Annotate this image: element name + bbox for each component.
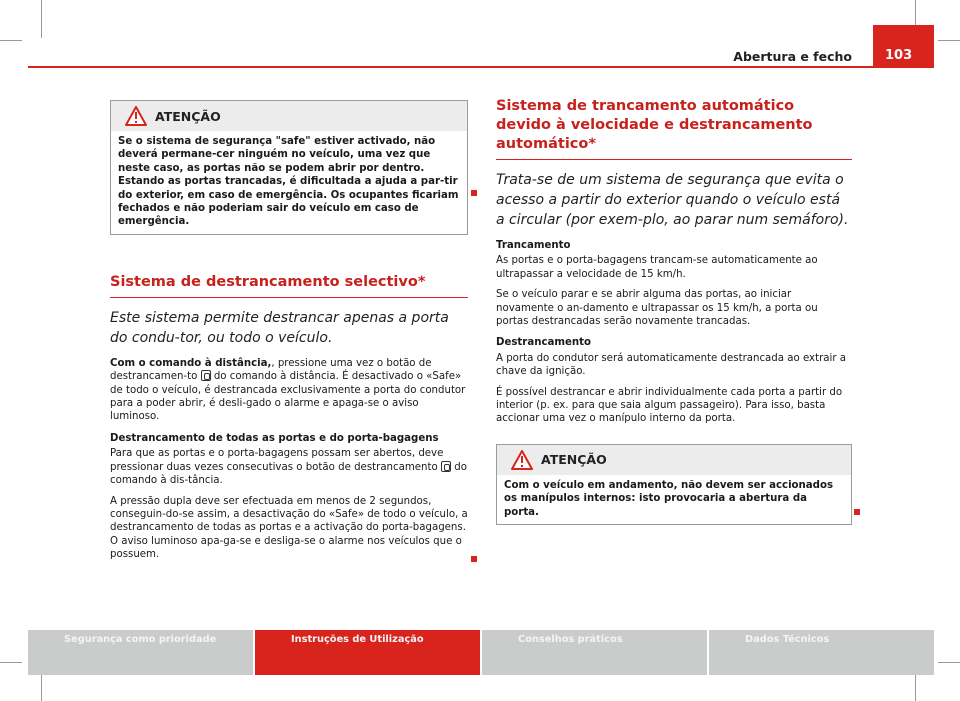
paragraph: As portas e o porta-bagagens trancam-se automaticamente ao ultrapassar a velocidade de 15 km/h. (496, 255, 818, 280)
running-header-title: Abertura e fecho (733, 49, 852, 64)
paragraph: A porta do condutor será automaticamente destrancada ao extrair a chave da ignição. (496, 352, 847, 378)
footer-nav (28, 630, 934, 675)
right-column (496, 97, 852, 525)
section-title: Sistema de destrancamento selectivo* (110, 273, 426, 290)
footer-tab-instructions[interactable]: Instruções de Utilização (255, 630, 480, 675)
section-intro: Este sistema permite destrancar apenas a porta do condu-tor, ou todo o veículo. (110, 309, 449, 346)
crop-mark (938, 40, 960, 41)
warning-title: ATENÇÃO (155, 108, 221, 124)
paragraph: A pressão dupla deve ser efectuada em menos de 2 segundos, conseguin-do-se assim, a desactivação do «Safe» de todo o veículo, a destrancamento de todas as portas e a activação do porta-bagagens. O aviso luminoso apa-ga-se e desliga-se o alarme nos veículos que o possuem. (110, 495, 468, 561)
paragraph (110, 447, 468, 487)
crop-mark (41, 0, 42, 38)
footer-tab-technical-data[interactable]: Dados Técnicos (709, 630, 934, 675)
warning-text: Se o sistema de segurança "safe" estiver activado, não deverá permane-cer ninguém no veículo, uma vez que neste caso, as portas não se podem abrir por dentro. Estando as portas trancadas, é dificultada a ajuda a par-tir do exterior, em caso de emergência. Os ocupantes ficariam fechados e não poderiam sair do veículo em caso de emergência. (118, 136, 459, 228)
crop-mark (0, 662, 22, 663)
warning-triangle-icon (511, 450, 533, 470)
warning-box (496, 444, 852, 525)
footer-tab-practical-advice[interactable]: Conselhos práticos (482, 630, 707, 675)
warning-box (110, 100, 468, 235)
crop-mark (938, 662, 960, 663)
subheading: Destrancamento de todas as portas e do porta-bagagens (110, 432, 439, 444)
warning-text: Com o veículo em andamento, não devem ser accionados os manípulos internos: isto provocaria a abertura da porta. (504, 479, 834, 518)
warning-title: ATENÇÃO (541, 452, 607, 468)
section-rule (496, 159, 852, 160)
section-title: Sistema de trancamento automático devido à velocidade e destrancamento automático* (496, 98, 813, 152)
paragraph: Se o veículo parar e se abrir alguma das portas, ao iniciar novamente o an-damento e ultrapassar os 15 km/h, a porta ou portas destrancadas serão novamente trancadas. (496, 289, 818, 328)
warning-header (497, 445, 851, 475)
remote-unlock-icon (201, 370, 211, 381)
section-rule (110, 297, 468, 298)
crop-mark (0, 40, 22, 41)
paragraph (110, 357, 468, 424)
page-number: 103 (885, 48, 913, 63)
warning-header (111, 101, 467, 131)
footer-tab-safety[interactable]: Segurança como prioridade (28, 630, 253, 675)
section-intro: Trata-se de um sistema de segurança que evita o acesso a partir do exterior quando o veículo está a circular (por exem-plo, ao parar num semáforo). (496, 172, 849, 228)
paragraph-text: Para que as portas e o porta-bagagens possam ser abertos, deve pressionar duas vezes consecutivas o botão de destrancamento (110, 448, 444, 473)
paragraph-text: do comando à dis-tância. (110, 461, 467, 487)
paragraph-text: do comando à distância. É desactivado o «Safe» de todo o veículo, é destrancada exclusivamente a porta do condutor para a poder abrir, é desli-gado o alarme e apaga-se o aviso luminoso. (110, 371, 466, 423)
subheading: Trancamento (496, 240, 571, 251)
header-rule (28, 66, 934, 68)
paragraph-text: , pressione uma vez o botão de destrancamen-to (110, 357, 432, 383)
inline-label: Com o comando à distância, (110, 357, 272, 369)
subheading: Destrancamento (496, 337, 592, 349)
left-column (110, 100, 468, 562)
section-selective (110, 273, 468, 562)
section-end-marker (471, 556, 477, 562)
page-number-tab (873, 25, 934, 68)
warning-triangle-icon (125, 106, 147, 126)
paragraph: É possível destrancar e abrir individualmente cada porta a partir do interior (p. ex. para que saia algum passageiro). Para isso, basta accionar uma vez o manípulo interno da porta. (496, 386, 843, 425)
remote-unlock-icon (441, 461, 451, 472)
section-end-marker (471, 190, 477, 196)
section-end-marker (854, 509, 860, 515)
